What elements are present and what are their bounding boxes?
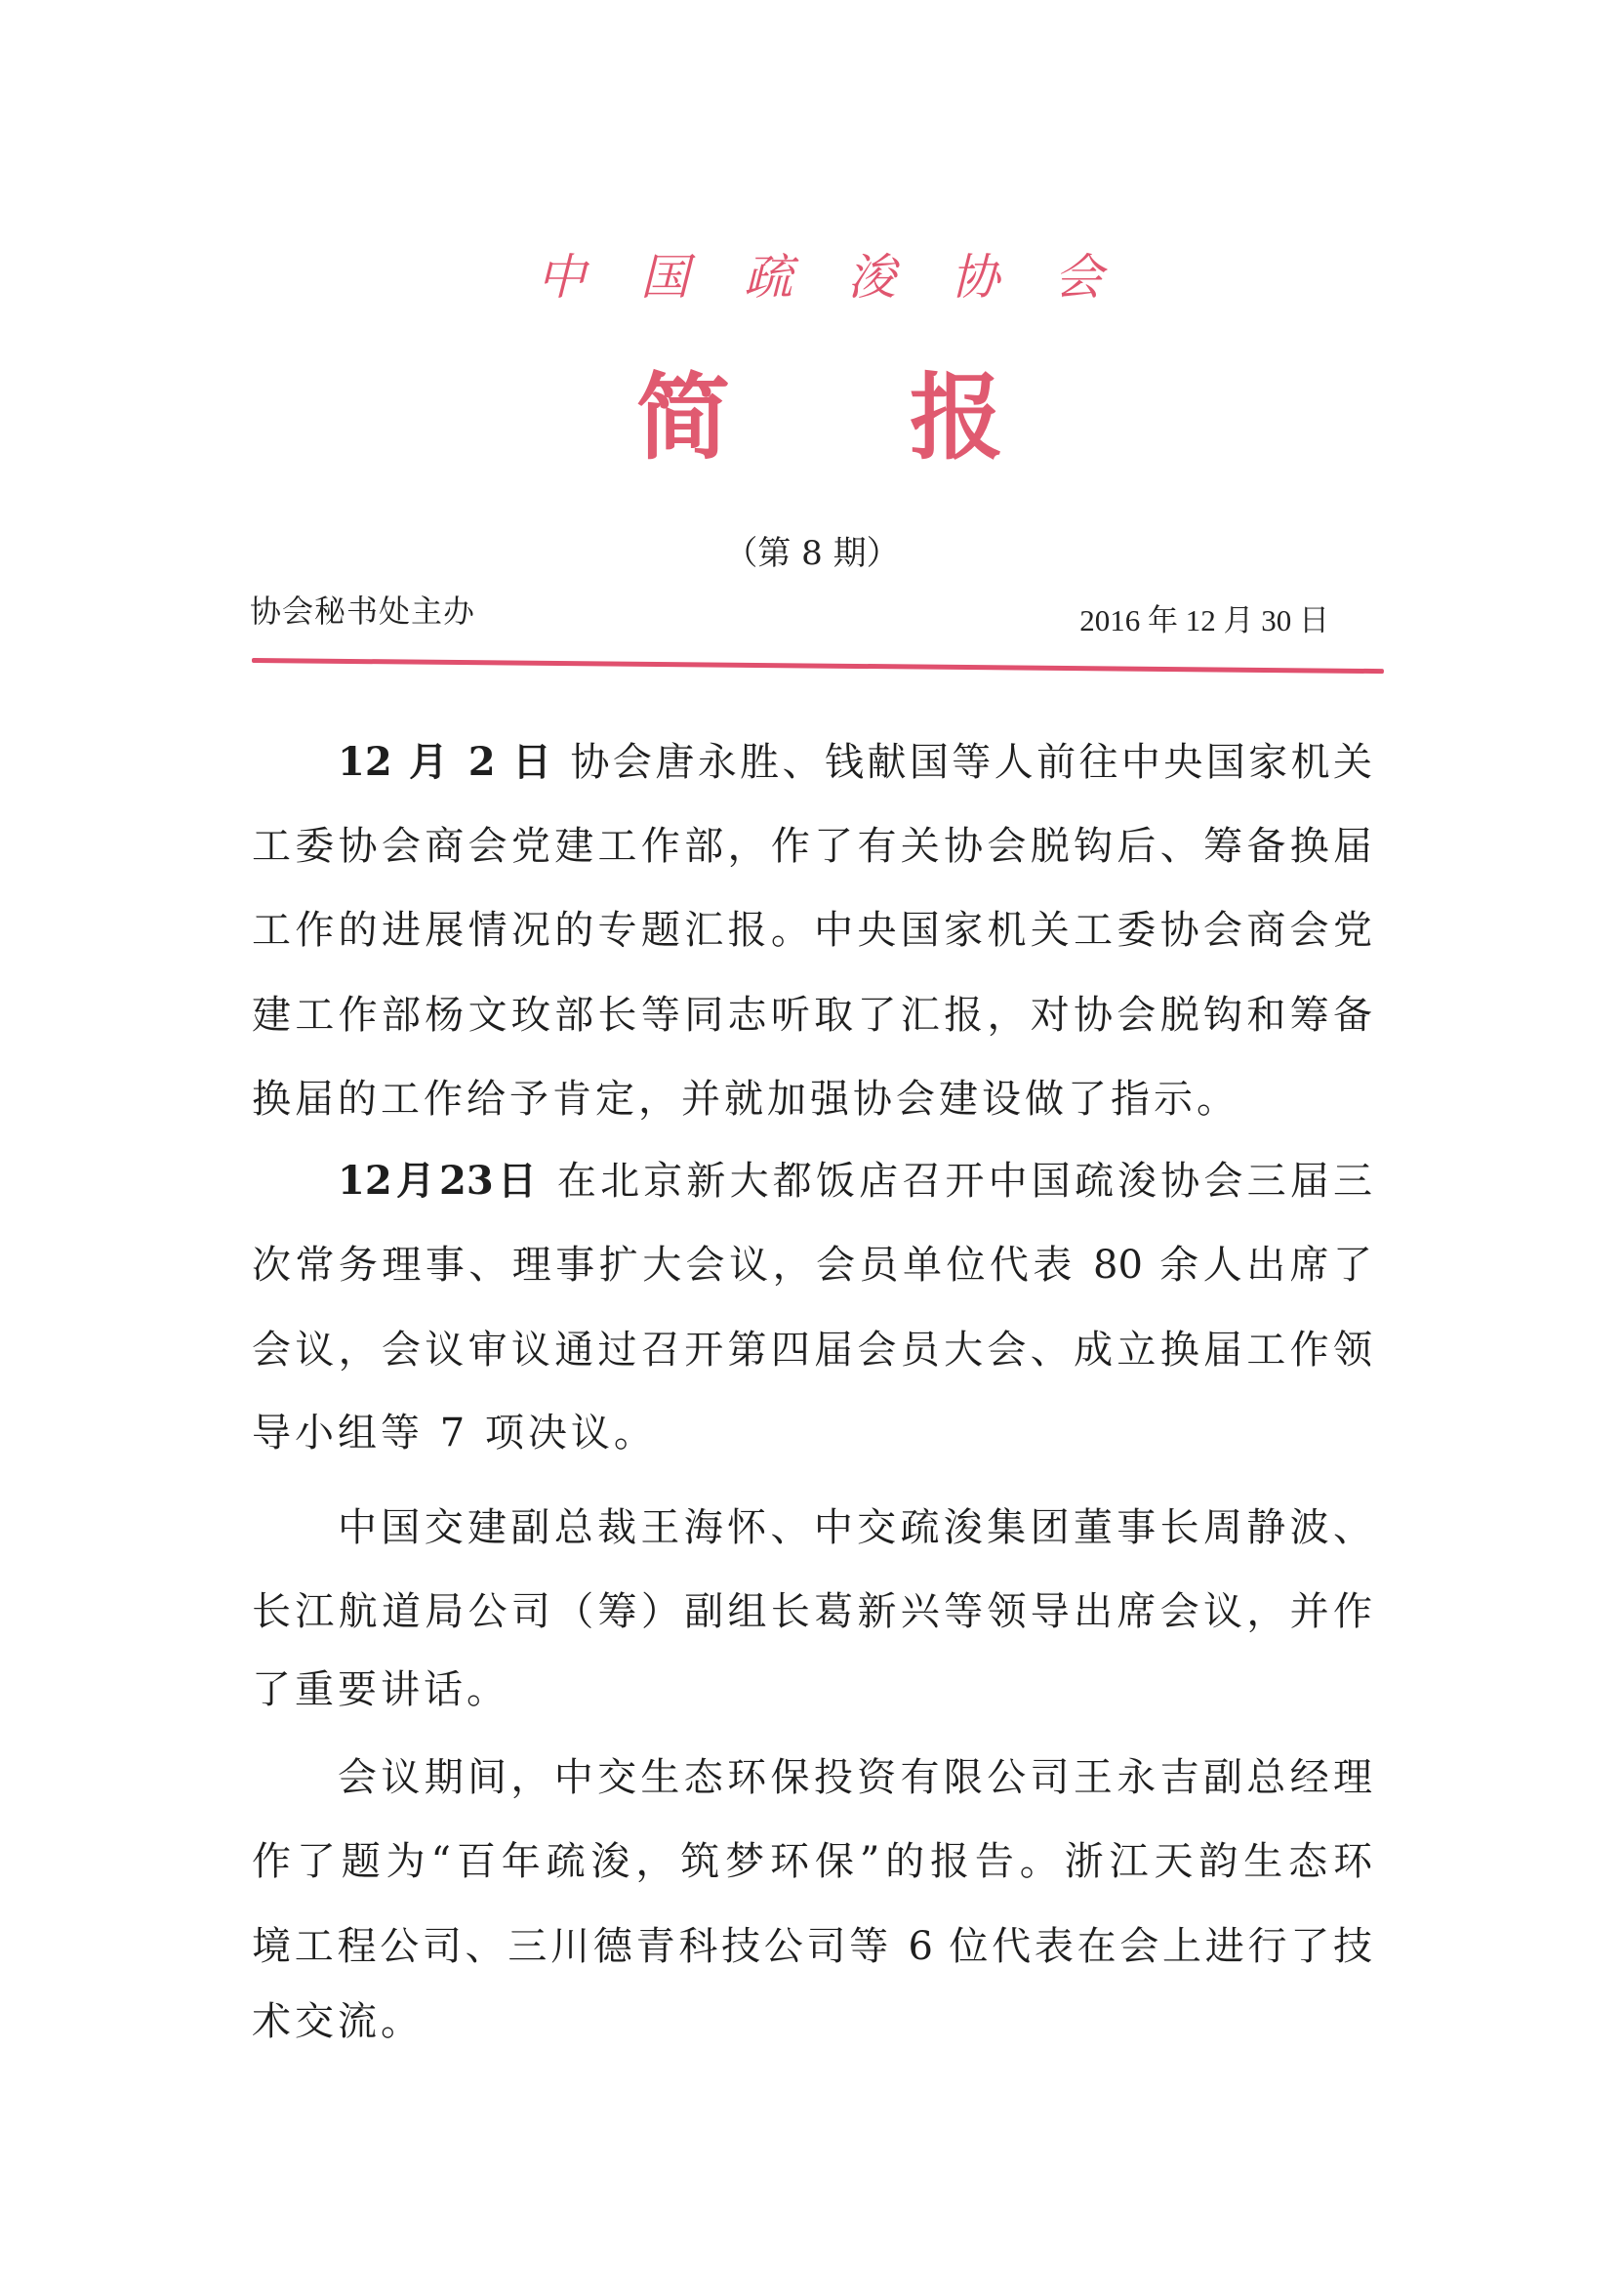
line-text: 协会唐永胜、钱献国等人前往中央国家机关 [570, 740, 1372, 785]
sponsor-label: 协会秘书处主办 [250, 593, 476, 630]
issue-number: （第 8 期） [724, 534, 900, 573]
paragraph-2-line-2: 次常务理事、理事扩大会议，会员单位代表 80 余人出席了 [252, 1243, 1372, 1288]
org-title-char: 协 [951, 249, 999, 306]
paragraph-2-line-4: 导小组等 7 项决议。 [252, 1411, 657, 1456]
org-title-char: 中 [537, 249, 586, 306]
paragraph-3-line-1: 中国交建副总裁王海怀、中交疏浚集团董事长周静波、 [338, 1505, 1372, 1550]
paragraph-4-line-4: 术交流。 [252, 1999, 424, 2044]
paragraph-lead-date: 12月23日 [338, 1158, 542, 1204]
paragraph-2-line-3: 会议，会议审议通过召开第四届会员大会、成立换届工作领 [252, 1328, 1372, 1373]
line-text: 在北京新大都饭店召开中国疏浚协会三届三 [556, 1159, 1372, 1204]
paragraph-3-line-2: 长江航道局公司（筹）副组长葛新兴等领导出席会议，并作 [252, 1589, 1372, 1634]
paragraph-lead-date: 12 月 2 日 [338, 739, 555, 785]
org-title-char: 浚 [847, 249, 896, 306]
paragraph-1-line-3: 工作的进展情况的专题汇报。中央国家机关工委协会商会党 [252, 908, 1372, 953]
paragraph-3-line-3: 了重要讲话。 [252, 1667, 509, 1712]
org-title-char: 会 [1054, 249, 1103, 306]
bulletin-title [625, 363, 1015, 472]
header-divider [252, 658, 1384, 674]
paragraph-1-line-4: 建工作部杨文玫部长等同志听取了汇报，对协会脱钩和筹备 [252, 993, 1372, 1038]
bulletin-title-char: 报 [910, 363, 1003, 472]
paragraph-1-line-1 [338, 738, 1372, 787]
paragraph-4-line-2: 作了题为“百年疏浚，筑梦环保”的报告。浙江天韵生态环 [252, 1839, 1372, 1884]
org-title-char: 国 [640, 249, 689, 306]
paragraph-2-line-1 [338, 1157, 1372, 1206]
paragraph-1-line-5: 换届的工作给予肯定，并就加强协会建设做了指示。 [252, 1077, 1239, 1122]
org-title-char: 疏 [744, 249, 792, 306]
publish-date: 2016 年 12 月 30 日 [1079, 603, 1329, 637]
paragraph-4-line-1: 会议期间，中交生态环保投资有限公司王永吉副总经理 [338, 1755, 1372, 1800]
paragraph-4-line-3: 境工程公司、三川德青科技公司等 6 位代表在会上进行了技 [252, 1924, 1372, 1969]
org-title [527, 242, 1113, 312]
bulletin-title-char: 简 [636, 363, 730, 472]
paragraph-1-line-2: 工委协会商会党建工作部，作了有关协会脱钩后、筹备换届 [252, 824, 1372, 869]
